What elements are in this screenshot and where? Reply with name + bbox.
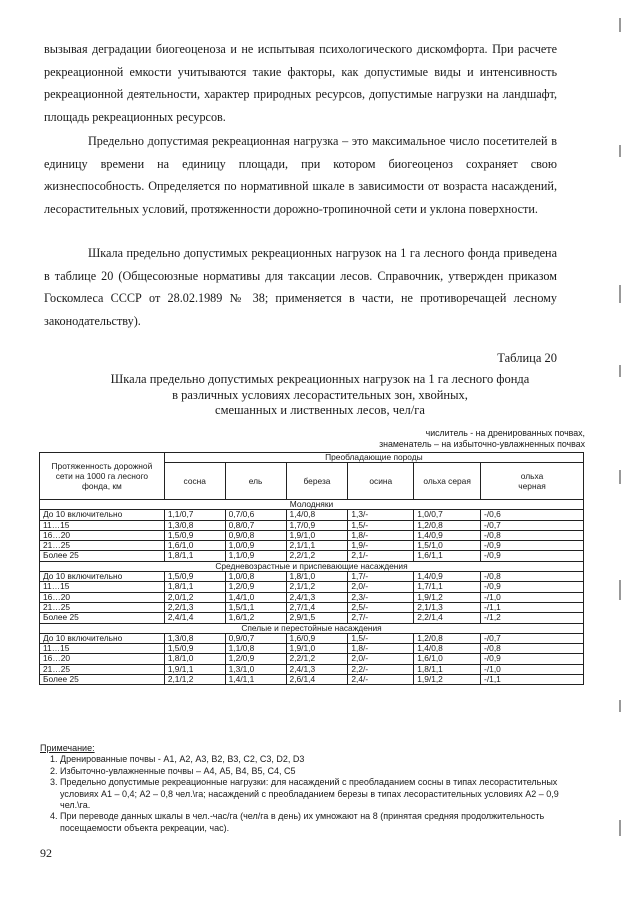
table-title-line: Шкала предельно допустимых рекреационных нагрузок на 1 га лесного фонда — [110, 372, 530, 386]
note-item: 1. Дренированные почвы - А1, А2, А3, В2, В3, С2, С3, D2, D3 — [60, 754, 585, 765]
table-cell: 0,9/0,7 — [225, 633, 286, 643]
table-cell: 1,8/1,1 — [414, 664, 481, 674]
table-row — [40, 644, 584, 654]
table-body — [40, 500, 584, 685]
table-cell: 2,4/- — [348, 675, 414, 685]
table-row — [40, 664, 584, 674]
table-cell: 2,6/1,4 — [286, 675, 348, 685]
paragraph-2: Предельно допустимая рекреационная нагрузка – это максимальное число посетителей в единицу времени на единицу площади, при котором биогеоценоз сохраняет свою жизнеспособность. Определяется по нормативной шкале в зависимости от возраста насаждений, лесорастительных условий, протяженности дорожно-тропиночной сети и уклона поверхности. — [44, 134, 557, 216]
table-cell: 1,8/- — [348, 530, 414, 540]
table-cell: 1,1/0,9 — [225, 551, 286, 561]
table-cell: 1,6/1,2 — [225, 613, 286, 623]
section-title: Молодняки — [40, 500, 584, 510]
paragraph-3: Шкала предельно допустимых рекреационных нагрузок на 1 га лесного фонда приведена в таблице 20 (Общесоюзные нормативы для таксации лесов. Справочник, утвержден приказом Госкомлеса СССР от 28.02.1989 № 38; применяется в части, не противоречащей лесному законодательству). — [44, 246, 557, 328]
table-cell: 1,3/1,0 — [225, 664, 286, 674]
table-row — [40, 530, 584, 540]
table-row — [40, 675, 584, 685]
table-row — [40, 510, 584, 520]
paragraph-1: вызывая деградации биогеоценоза и не испытывая психологического дискомфорта. При расчете рекреационной емкости учитываются такие факторы, как допустимые виды и интенсивность рекреационной деятельности, характер природных ресурсов, допустимые нагрузки на ландшафт, площадь рекреационных ресурсов. — [44, 42, 557, 124]
table-cell: 2,4/1,3 — [286, 664, 348, 674]
section-row — [40, 561, 584, 571]
note-item: 2. Избыточно-увлажненные почвы – А4, А5, В4, В5, С4, С5 — [60, 766, 585, 777]
table-cell: 2,1/1,2 — [164, 675, 225, 685]
table-cell: 1,5/0,9 — [164, 530, 225, 540]
table-cell: 0,9/0,8 — [225, 530, 286, 540]
table-cell: 1,4/1,1 — [225, 675, 286, 685]
table-cell: 1,7/- — [348, 572, 414, 582]
table-cell: 1,9/1,0 — [286, 644, 348, 654]
table-cell: 1,8/1,1 — [164, 582, 225, 592]
table-row — [40, 654, 584, 664]
table-row — [40, 613, 584, 623]
table-cell: 2,0/- — [348, 654, 414, 664]
table-cell: 2,0/1,2 — [164, 592, 225, 602]
table-cell: 1,2/0,8 — [414, 633, 481, 643]
row-label: 21…25 — [40, 664, 165, 674]
table-cell: -/0,9 — [481, 541, 584, 551]
table-cell: 1,9/1,0 — [286, 530, 348, 540]
legend-denominator: знаменатель – на избыточно-увлажненных почвах — [379, 438, 585, 449]
scan-edge-mark — [619, 18, 621, 32]
table-cell: 1,9/1,1 — [164, 664, 225, 674]
table-cell: 1,3/- — [348, 510, 414, 520]
table-cell: 2,2/1,3 — [164, 602, 225, 612]
row-label: До 10 включительно — [40, 510, 165, 520]
table-cell: 1,5/0,9 — [164, 572, 225, 582]
table-cell: 2,7/- — [348, 613, 414, 623]
table-row — [40, 520, 584, 530]
note-item: 3. Предельно допустимые рекреационные нагрузки: для насаждений с преобладанием сосны в типах лесорастительных условиях А1 – 0,4; А2 – 0,8 чел.\га; насаждений с преобладанием березы в типах лесорастительных условиях А2 – 0,9 чел.\га. — [60, 777, 585, 811]
table-cell: 1,7/0,9 — [286, 520, 348, 530]
row-label: 11…15 — [40, 644, 165, 654]
table-cell: -/0,8 — [481, 530, 584, 540]
row-label: 21…25 — [40, 541, 165, 551]
table-cell: 1,4/0,9 — [414, 530, 481, 540]
table-cell: 1,8/1,1 — [164, 551, 225, 561]
table-cell: 1,6/1,1 — [414, 551, 481, 561]
table-title — [60, 372, 580, 419]
table-cell: 1,6/0,9 — [286, 633, 348, 643]
table-cell: 1,0/0,9 — [225, 541, 286, 551]
table-title-line: в различных условиях лесорастительных зон, хвойных, — [172, 387, 468, 402]
table-cell: 2,2/1,4 — [414, 613, 481, 623]
table-cell: 1,2/0,9 — [225, 654, 286, 664]
table-number: Таблица 20 — [497, 351, 557, 365]
table-row — [40, 633, 584, 643]
header-species-group: Преобладающие породы — [164, 453, 583, 463]
table-cell: 2,3/- — [348, 592, 414, 602]
load-scale-table — [39, 452, 584, 685]
header-species: береза — [286, 463, 348, 500]
table-cell: -/0,8 — [481, 644, 584, 654]
table-cell: 1,3/0,8 — [164, 633, 225, 643]
table-cell: -/0,8 — [481, 572, 584, 582]
row-label: 16…20 — [40, 654, 165, 664]
scan-edge-mark — [619, 470, 621, 484]
table-cell: 1,5/- — [348, 520, 414, 530]
table-cell: -/0,9 — [481, 654, 584, 664]
notes — [40, 743, 585, 834]
legend-numerator: числитель - на дренированных почвах, — [425, 428, 585, 438]
table-row — [40, 551, 584, 561]
header-road-density: Протяженность дорожной сети на 1000 га лесного фонда, км — [40, 453, 165, 500]
section-row — [40, 500, 584, 510]
scan-edge-mark — [619, 820, 621, 836]
table-cell: 1,4/0,9 — [414, 572, 481, 582]
notes-heading: Примечание: — [40, 743, 95, 753]
section-title: Спелые и перестойные насаждения — [40, 623, 584, 633]
table-cell: 1,7/1,1 — [414, 582, 481, 592]
table-cell: -/1,0 — [481, 592, 584, 602]
table-row — [40, 602, 584, 612]
table-cell: 1,0/0,8 — [225, 572, 286, 582]
scan-edge-mark — [619, 365, 621, 377]
table-cell: 2,4/1,4 — [164, 613, 225, 623]
table-row — [40, 592, 584, 602]
table-legend — [260, 428, 585, 449]
table-cell: 2,2/- — [348, 664, 414, 674]
table-cell: 1,9/- — [348, 541, 414, 551]
row-label: Более 25 — [40, 551, 165, 561]
table-row — [40, 572, 584, 582]
table-cell: 1,4/1,0 — [225, 592, 286, 602]
table-cell: 1,2/0,8 — [414, 520, 481, 530]
notes-list — [40, 754, 585, 834]
table-cell: 1,4/0,8 — [286, 510, 348, 520]
row-label: 11…15 — [40, 582, 165, 592]
table-cell: -/0,7 — [481, 633, 584, 643]
header-species: осина — [348, 463, 414, 500]
table-cell: 2,2/1,2 — [286, 654, 348, 664]
scan-edge-mark — [619, 285, 621, 303]
table-row — [40, 582, 584, 592]
table-cell: 1,8/- — [348, 644, 414, 654]
table-cell: 1,9/1,2 — [414, 675, 481, 685]
table-title-line: смешанных и лиственных лесов, чел/га — [215, 403, 425, 417]
table-cell: 1,5/1,1 — [225, 602, 286, 612]
table-cell: 1,6/1,0 — [414, 654, 481, 664]
table-cell: 1,2/0,9 — [225, 582, 286, 592]
table-cell: 2,1/1,2 — [286, 582, 348, 592]
row-label: 21…25 — [40, 602, 165, 612]
row-label: 16…20 — [40, 530, 165, 540]
section-title: Средневозрастные и приспевающие насаждения — [40, 561, 584, 571]
row-label: 11…15 — [40, 520, 165, 530]
table-cell: 2,0/- — [348, 582, 414, 592]
table-cell: 2,1/- — [348, 551, 414, 561]
note-item: 4. При переводе данных шкалы в чел.-час/га (чел/га в день) их умножают на 8 (принятая средняя продолжительность посещаемости объекта рекреации, час). — [60, 811, 585, 834]
page-number: 92 — [40, 846, 52, 860]
table-cell: -/0,7 — [481, 520, 584, 530]
table-row — [40, 541, 584, 551]
table-cell: 1,8/1,0 — [164, 654, 225, 664]
header-species: ольха черная — [481, 463, 584, 500]
table-cell: 1,0/0,7 — [414, 510, 481, 520]
table-cell: 2,9/1,5 — [286, 613, 348, 623]
scan-edge-mark — [619, 700, 621, 712]
table-cell: 1,5/- — [348, 633, 414, 643]
table-cell: 1,1/0,8 — [225, 644, 286, 654]
table-cell: 1,5/0,9 — [164, 644, 225, 654]
section-row — [40, 623, 584, 633]
table-cell: -/0,9 — [481, 582, 584, 592]
scan-edge-mark — [619, 145, 621, 157]
header-species: сосна — [164, 463, 225, 500]
table-cell: 2,2/1,2 — [286, 551, 348, 561]
table-cell: -/1,1 — [481, 675, 584, 685]
table-cell: 2,1/1,1 — [286, 541, 348, 551]
header-species: ольха серая — [414, 463, 481, 500]
table-cell: -/1,2 — [481, 613, 584, 623]
row-label: До 10 включительно — [40, 633, 165, 643]
row-label: До 10 включительно — [40, 572, 165, 582]
table-cell: 2,1/1,3 — [414, 602, 481, 612]
table-cell: 0,8/0,7 — [225, 520, 286, 530]
table-cell: 1,6/1,0 — [164, 541, 225, 551]
header-species: ель — [225, 463, 286, 500]
scan-edge-mark — [619, 580, 621, 600]
table-cell: 0,7/0,6 — [225, 510, 286, 520]
table-cell: 1,3/0,8 — [164, 520, 225, 530]
table-cell: -/1,0 — [481, 664, 584, 674]
table-cell: 1,9/1,2 — [414, 592, 481, 602]
table-cell: 1,4/0,8 — [414, 644, 481, 654]
row-label: Более 25 — [40, 675, 165, 685]
row-label: 16…20 — [40, 592, 165, 602]
table-cell: 1,8/1,0 — [286, 572, 348, 582]
table-cell: 2,5/- — [348, 602, 414, 612]
table-cell: -/1,1 — [481, 602, 584, 612]
table-cell: -/0,6 — [481, 510, 584, 520]
table-cell: 2,7/1,4 — [286, 602, 348, 612]
table-cell: -/0,9 — [481, 551, 584, 561]
table-cell: 1,1/0,7 — [164, 510, 225, 520]
table-cell: 2,4/1,3 — [286, 592, 348, 602]
row-label: Более 25 — [40, 613, 165, 623]
table-cell: 1,5/1,0 — [414, 541, 481, 551]
